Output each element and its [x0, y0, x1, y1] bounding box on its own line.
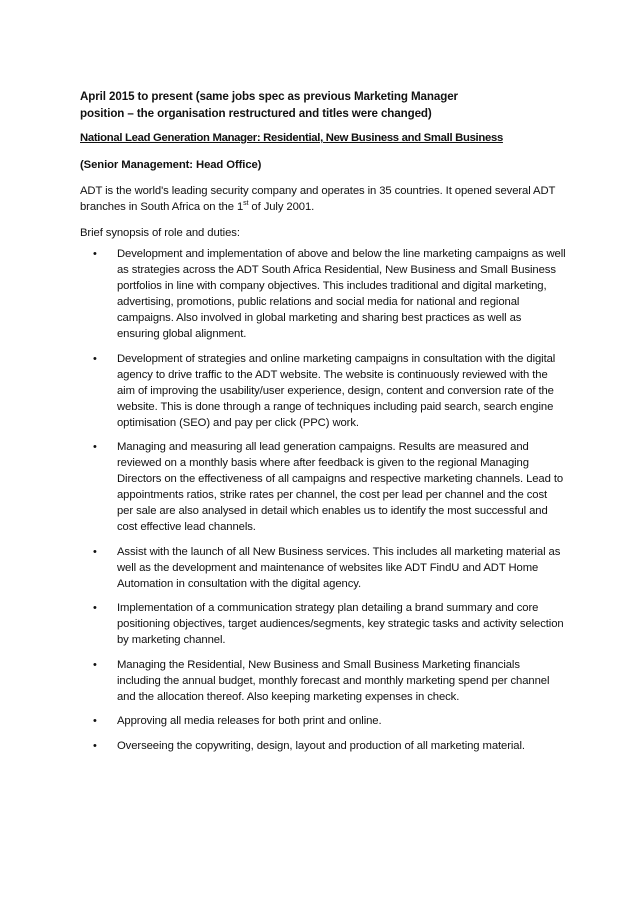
- ordinal-suffix: st: [243, 200, 249, 207]
- duty-text: Assist with the launch of all New Business services. This includes all marketing material as well as the development and maintenance of websites like ADT FindU and ADT Home Automation in consultation with the digital agency.: [117, 545, 561, 590]
- duty-item: [80, 738, 566, 754]
- duty-text: Implementation of a communication strategy plan detailing a brand summary and core positioning objectives, target audiences/segments, key strategic tasks and activity selection by marketing channel.: [117, 602, 564, 646]
- duty-item: [80, 351, 566, 431]
- duty-text: Development and implementation of above and below the line marketing campaigns as well as strategies across the ADT South Africa Residential, New Business and Small Business portfolios in line with company objectives. This includes traditional and digital marketing, advertising, promotions, public relations and social media for national and regional campaigns. Also involved in global marketing and sharing best practices as well as ensuring global alignment.: [117, 248, 566, 340]
- duty-item: [80, 600, 566, 648]
- duty-item: [80, 657, 566, 705]
- bullet-icon: •: [93, 658, 97, 671]
- duty-item: [80, 544, 566, 592]
- document-page: [80, 88, 566, 762]
- duty-text: Managing and measuring all lead generation campaigns. Results are measured and reviewed on a monthly basis where after feedback is given to the regional Managing Directors on the effectiveness of all campaigns and respective marketing channels. Lead to appointments ratios, strike rates per channel, the cost per lead per channel and the cost per sale are also analysed in detail which enables us to identify the most successful and cost effective lead channels.: [117, 441, 564, 533]
- bullet-icon: •: [93, 352, 97, 365]
- bullet-icon: •: [93, 248, 97, 260]
- bullet-icon: •: [93, 545, 97, 558]
- duty-item: [80, 713, 566, 729]
- position-heading: [80, 88, 566, 122]
- duty-text: Managing the Residential, New Business and Small Business Marketing financials including the annual budget, monthly forecast and monthly marketing spend per channel and the allocation thereof. Also keeping marketing expenses in check.: [117, 658, 550, 703]
- bullet-icon: •: [93, 441, 97, 453]
- bullet-icon: •: [93, 715, 97, 727]
- company-intro: [80, 183, 566, 215]
- duties-list: [80, 246, 566, 754]
- duty-item: [80, 246, 566, 342]
- company-intro-date-text: of July 2001.: [248, 201, 315, 213]
- position-heading-line-1: April 2015 to present (same jobs spec as previous Marketing Manager: [80, 90, 458, 103]
- role-level: (Senior Management: Head Office): [80, 159, 262, 171]
- duty-text: Development of strategies and online marketing campaigns in consultation with the digital agency to drive traffic to the ADT website. The website is continuously reviewed with the aim of improving the usability/user experience, design, content and conversion rate of the website. This is done through a range of techniques including paid search, search engine optimisation (SEO) and pay per click (PPC) work.: [117, 352, 556, 429]
- bullet-icon: •: [93, 739, 97, 752]
- synopsis-label: Brief synopsis of role and duties:: [80, 227, 240, 239]
- position-heading-line-2: position – the organisation restructured and titles were changed): [80, 107, 432, 120]
- role-title: National Lead Generation Manager: Residential, New Business and Small Business: [80, 132, 503, 144]
- duty-item: [80, 439, 566, 535]
- bullet-icon: •: [93, 602, 97, 614]
- duty-text: Overseeing the copywriting, design, layout and production of all marketing material.: [117, 739, 525, 752]
- company-intro-text: ADT is the world's leading security company and operates in 35 countries. It opened several ADT branches in South Africa on the 1: [80, 185, 556, 213]
- duty-text: Approving all media releases for both print and online.: [117, 715, 382, 727]
